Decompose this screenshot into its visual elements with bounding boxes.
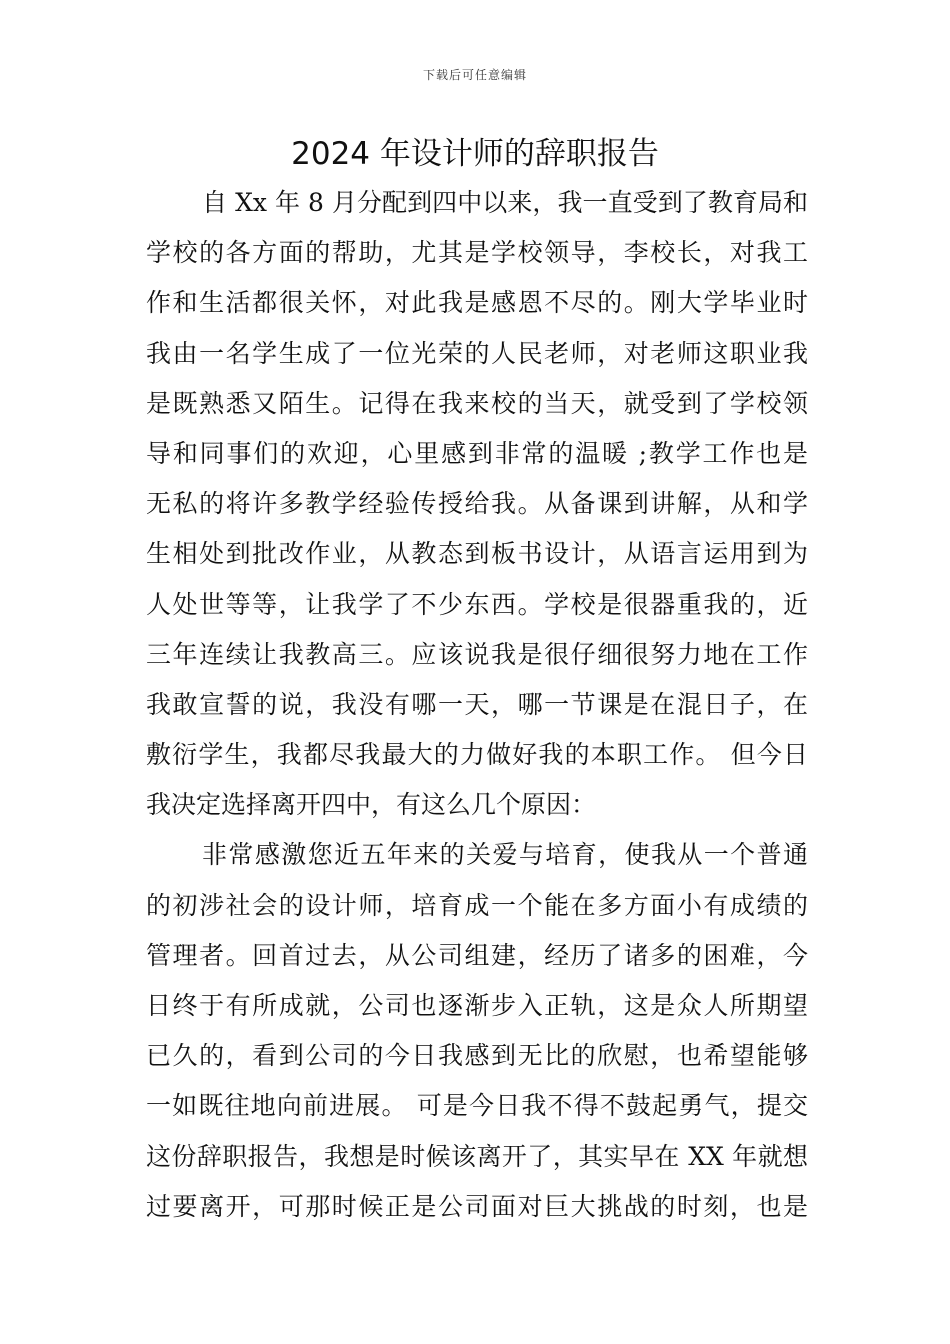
- text-line: 导和同事们的欢迎，心里感到非常的温暖 ;教学工作也是: [146, 438, 808, 468]
- text-line: 我决定选择离开四中，有这么几个原因：: [146, 790, 597, 820]
- text-line: 非常感激您近五年来的关爱与培育，使我从一个普通: [202, 840, 808, 870]
- text-line: 是既熟悉又陌生。记得在我来校的当天，就受到了学校领: [146, 388, 808, 418]
- text-line: 三年连续让我教高三。应该说我是很仔细很努力地在工作: [146, 639, 808, 669]
- text-line: 无私的将许多教学经验传授给我。从备课到讲解，从和学: [146, 489, 808, 519]
- text-line: 作和生活都很关怀，对此我是感恩不尽的。刚大学毕业时: [146, 288, 808, 318]
- text-line: 管理者。回首过去，从公司组建，经历了诸多的困难，今: [146, 940, 808, 970]
- document-title: 2024 年设计师的辞职报告: [291, 136, 659, 172]
- text-line: 学校的各方面的帮助，尤其是学校领导，李校长，对我工: [146, 238, 808, 268]
- header-note: 下载后可任意编辑: [422, 68, 527, 82]
- text-line: 我敢宣誓的说，我没有哪一天，哪一节课是在混日子，在: [146, 689, 808, 719]
- text-line: 这份辞职报告，我想是时候该离开了，其实早在 XX 年就想: [146, 1141, 808, 1171]
- text-line: 的初涉社会的设计师，培育成一个能在多方面小有成绩的: [146, 890, 808, 920]
- text-line: 已久的，看到公司的今日我感到无比的欣慰，也希望能够: [146, 1041, 808, 1071]
- document-body: [146, 178, 808, 1232]
- text-line: 我由一名学生成了一位光荣的人民老师，对老师这职业我: [146, 338, 808, 368]
- text-line: 日终于有所成就，公司也逐渐步入正轨，这是众人所期望: [146, 991, 808, 1020]
- text-line: 人处世等等，让我学了不少东西。学校是很器重我的，近: [146, 589, 808, 619]
- paragraph-2: [146, 830, 808, 1232]
- paragraph-1: [146, 178, 808, 830]
- text-line: 敷衍学生，我都尽我最大的力做好我的本职工作。 但今日: [146, 740, 808, 770]
- text-line: 生相处到批改作业，从教态到板书设计，从语言运用到为: [146, 539, 808, 569]
- text-line: 自 Xx 年 8 月分配到四中以来，我一直受到了教育局和: [202, 188, 808, 217]
- text-line: 过要离开，可那时候正是公司面对巨大挑战的时刻，也是: [146, 1191, 808, 1221]
- text-line: 一如既往地向前进展。 可是今日我不得不鼓起勇气，提交: [146, 1091, 808, 1121]
